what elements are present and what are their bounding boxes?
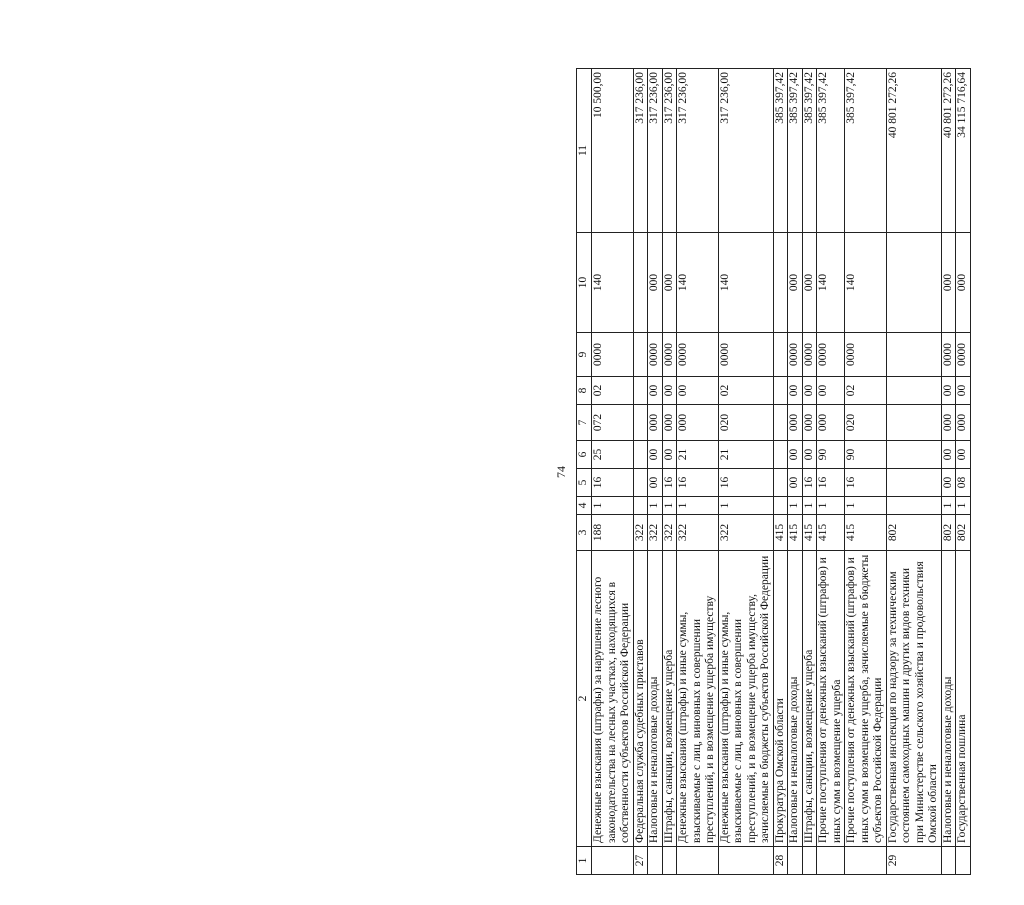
description-cell: Штрафы, санкции, возмещение ущерба bbox=[802, 551, 817, 847]
code-element-cell: 00 bbox=[648, 377, 663, 405]
row-index-cell bbox=[941, 847, 956, 875]
code-group-cell: 1 bbox=[592, 497, 634, 515]
admin-code-cell: 415 bbox=[817, 515, 845, 551]
code-economic-cell bbox=[633, 233, 648, 333]
description-cell: Государственная пошлина bbox=[956, 551, 971, 847]
table-row bbox=[788, 69, 803, 875]
amount-cell: 385 397,42 bbox=[817, 69, 845, 233]
code-subgroup-cell bbox=[886, 469, 941, 497]
row-index-cell: 28 bbox=[773, 847, 788, 875]
rotated-table-block bbox=[554, 69, 1024, 875]
code-group-cell bbox=[886, 497, 941, 515]
code-group-cell: 1 bbox=[718, 497, 773, 515]
code-article-cell: 00 bbox=[941, 441, 956, 469]
code-economic-cell: 000 bbox=[941, 233, 956, 333]
code-element-cell: 00 bbox=[956, 377, 971, 405]
code-economic-cell: 140 bbox=[718, 233, 773, 333]
description-cell: Денежные взыскания (штрафы) за нарушение лесного законодательства на лесных участках, находящихся в собственности субъектов Российской Федерации bbox=[592, 551, 634, 847]
row-index-cell bbox=[662, 847, 677, 875]
column-number: 5 bbox=[577, 469, 592, 497]
table-row bbox=[802, 69, 817, 875]
table-row bbox=[718, 69, 773, 875]
code-subgroup-cell: 16 bbox=[845, 469, 887, 497]
code-subarticle-cell bbox=[773, 405, 788, 441]
amount-cell: 317 236,00 bbox=[718, 69, 773, 233]
table-row bbox=[773, 69, 788, 875]
table-row bbox=[886, 69, 941, 875]
table-row bbox=[817, 69, 845, 875]
table-row bbox=[845, 69, 887, 875]
code-group-cell: 1 bbox=[802, 497, 817, 515]
row-index-cell bbox=[817, 847, 845, 875]
admin-code-cell: 188 bbox=[592, 515, 634, 551]
column-number: 10 bbox=[577, 233, 592, 333]
code-subarticle-cell: 020 bbox=[718, 405, 773, 441]
description-cell: Денежные взыскания (штрафы) и иные суммы, взыскиваемые с лиц, виновных в совершении преступлений, и в возмещение ущерба имуществу, зачисляемые в бюджеты субъектов Российской Федерации bbox=[718, 551, 773, 847]
code-group-cell: 1 bbox=[817, 497, 845, 515]
code-element-cell bbox=[773, 377, 788, 405]
column-number-row bbox=[577, 69, 592, 875]
code-subgroup-cell: 16 bbox=[718, 469, 773, 497]
row-index-cell bbox=[788, 847, 803, 875]
table-row bbox=[633, 69, 648, 875]
code-element-cell: 00 bbox=[788, 377, 803, 405]
admin-code-cell: 802 bbox=[956, 515, 971, 551]
code-article-cell: 90 bbox=[845, 441, 887, 469]
code-group-cell: 1 bbox=[956, 497, 971, 515]
code-article-cell bbox=[633, 441, 648, 469]
code-economic-cell: 000 bbox=[648, 233, 663, 333]
code-article-cell: 00 bbox=[956, 441, 971, 469]
column-number: 9 bbox=[577, 333, 592, 377]
code-program-cell: 0000 bbox=[677, 333, 719, 377]
admin-code-cell: 415 bbox=[845, 515, 887, 551]
column-number: 8 bbox=[577, 377, 592, 405]
code-subarticle-cell: 000 bbox=[802, 405, 817, 441]
description-cell: Налоговые и неналоговые доходы bbox=[648, 551, 663, 847]
amount-cell: 317 236,00 bbox=[648, 69, 663, 233]
admin-code-cell: 415 bbox=[773, 515, 788, 551]
code-program-cell bbox=[886, 333, 941, 377]
admin-code-cell: 322 bbox=[677, 515, 719, 551]
code-program-cell: 0000 bbox=[845, 333, 887, 377]
amount-cell: 317 236,00 bbox=[677, 69, 719, 233]
row-index-cell bbox=[802, 847, 817, 875]
description-cell: Налоговые и неналоговые доходы bbox=[941, 551, 956, 847]
code-article-cell: 21 bbox=[718, 441, 773, 469]
code-element-cell: 00 bbox=[817, 377, 845, 405]
code-program-cell: 0000 bbox=[956, 333, 971, 377]
code-subarticle-cell: 000 bbox=[648, 405, 663, 441]
code-program-cell: 0000 bbox=[718, 333, 773, 377]
code-economic-cell: 140 bbox=[817, 233, 845, 333]
code-article-cell: 90 bbox=[817, 441, 845, 469]
code-element-cell: 00 bbox=[802, 377, 817, 405]
amount-cell: 385 397,42 bbox=[788, 69, 803, 233]
table-row bbox=[662, 69, 677, 875]
admin-code-cell: 322 bbox=[718, 515, 773, 551]
column-number: 4 bbox=[577, 497, 592, 515]
code-program-cell: 0000 bbox=[802, 333, 817, 377]
code-subgroup-cell: 16 bbox=[802, 469, 817, 497]
description-cell: Прочие поступления от денежных взысканий (штрафов) и иных сумм в возмещение ущерба bbox=[817, 551, 845, 847]
code-element-cell: 02 bbox=[845, 377, 887, 405]
table-row bbox=[941, 69, 956, 875]
amount-cell: 317 236,00 bbox=[633, 69, 648, 233]
table-row bbox=[956, 69, 971, 875]
code-subgroup-cell: 16 bbox=[592, 469, 634, 497]
code-subarticle-cell: 000 bbox=[941, 405, 956, 441]
code-subgroup-cell bbox=[773, 469, 788, 497]
row-index-cell: 29 bbox=[886, 847, 941, 875]
admin-code-cell: 802 bbox=[941, 515, 956, 551]
code-group-cell bbox=[773, 497, 788, 515]
admin-code-cell: 802 bbox=[886, 515, 941, 551]
row-index-cell bbox=[592, 847, 634, 875]
admin-code-cell: 322 bbox=[633, 515, 648, 551]
code-article-cell: 25 bbox=[592, 441, 634, 469]
description-cell: Налоговые и неналоговые доходы bbox=[788, 551, 803, 847]
code-economic-cell: 000 bbox=[956, 233, 971, 333]
admin-code-cell: 322 bbox=[648, 515, 663, 551]
code-element-cell bbox=[886, 377, 941, 405]
row-index-cell bbox=[677, 847, 719, 875]
code-article-cell bbox=[773, 441, 788, 469]
code-program-cell bbox=[773, 333, 788, 377]
admin-code-cell: 415 bbox=[788, 515, 803, 551]
column-number: 6 bbox=[577, 441, 592, 469]
code-subgroup-cell: 00 bbox=[941, 469, 956, 497]
column-number: 1 bbox=[577, 847, 592, 875]
description-cell: Прокуратура Омской области bbox=[773, 551, 788, 847]
code-subarticle-cell: 000 bbox=[956, 405, 971, 441]
code-subgroup-cell: 00 bbox=[648, 469, 663, 497]
code-program-cell bbox=[633, 333, 648, 377]
code-subarticle-cell: 020 bbox=[845, 405, 887, 441]
row-index-cell bbox=[956, 847, 971, 875]
table-row bbox=[677, 69, 719, 875]
admin-code-cell: 322 bbox=[662, 515, 677, 551]
code-subgroup-cell: 16 bbox=[817, 469, 845, 497]
code-program-cell: 0000 bbox=[788, 333, 803, 377]
code-group-cell: 1 bbox=[648, 497, 663, 515]
row-index-cell: 27 bbox=[633, 847, 648, 875]
code-element-cell bbox=[633, 377, 648, 405]
code-program-cell: 0000 bbox=[941, 333, 956, 377]
code-program-cell: 0000 bbox=[648, 333, 663, 377]
code-element-cell: 02 bbox=[592, 377, 634, 405]
code-element-cell: 00 bbox=[941, 377, 956, 405]
code-economic-cell: 000 bbox=[788, 233, 803, 333]
description-cell: Прочие поступления от денежных взысканий (штрафов) и иных сумм в возмещение ущерба, зачисляемые в бюджеты субъектов Российской Федерации bbox=[845, 551, 887, 847]
code-subarticle-cell bbox=[633, 405, 648, 441]
code-element-cell: 00 bbox=[677, 377, 719, 405]
column-number: 7 bbox=[577, 405, 592, 441]
code-article-cell bbox=[886, 441, 941, 469]
code-subarticle-cell bbox=[886, 405, 941, 441]
code-article-cell: 00 bbox=[788, 441, 803, 469]
code-subarticle-cell: 000 bbox=[662, 405, 677, 441]
code-economic-cell: 000 bbox=[662, 233, 677, 333]
code-article-cell: 00 bbox=[648, 441, 663, 469]
row-index-cell bbox=[718, 847, 773, 875]
code-economic-cell: 140 bbox=[845, 233, 887, 333]
description-cell: Денежные взыскания (штрафы) и иные суммы, взыскиваемые с лиц, виновных в совершении преступлений, и в возмещение ущерба имуществу bbox=[677, 551, 719, 847]
row-index-cell bbox=[845, 847, 887, 875]
code-subgroup-cell bbox=[633, 469, 648, 497]
description-cell: Штрафы, санкции, возмещение ущерба bbox=[662, 551, 677, 847]
code-subarticle-cell: 000 bbox=[677, 405, 719, 441]
description-cell: Государственная инспекция по надзору за техническим состоянием самоходных машин и других видов техники при Министерстве сельского хозяйства и продовольствия Омской области bbox=[886, 551, 941, 847]
row-index-cell bbox=[648, 847, 663, 875]
amount-cell: 385 397,42 bbox=[773, 69, 788, 233]
amount-cell: 317 236,00 bbox=[662, 69, 677, 233]
column-number: 11 bbox=[577, 69, 592, 233]
admin-code-cell: 415 bbox=[802, 515, 817, 551]
amount-cell: 10 500,00 bbox=[592, 69, 634, 233]
amount-cell: 385 397,42 bbox=[802, 69, 817, 233]
code-subgroup-cell: 08 bbox=[956, 469, 971, 497]
code-group-cell: 1 bbox=[941, 497, 956, 515]
revenue-table bbox=[576, 68, 971, 875]
description-cell: Федеральная служба судебных приставов bbox=[633, 551, 648, 847]
column-number: 3 bbox=[577, 515, 592, 551]
code-group-cell: 1 bbox=[662, 497, 677, 515]
code-program-cell: 0000 bbox=[817, 333, 845, 377]
table-row bbox=[648, 69, 663, 875]
table-row bbox=[592, 69, 634, 875]
amount-cell: 40 801 272,26 bbox=[941, 69, 956, 233]
code-program-cell: 0000 bbox=[592, 333, 634, 377]
code-subgroup-cell: 00 bbox=[788, 469, 803, 497]
amount-cell: 385 397,42 bbox=[845, 69, 887, 233]
code-subarticle-cell: 000 bbox=[817, 405, 845, 441]
code-element-cell: 00 bbox=[662, 377, 677, 405]
amount-cell: 40 801 272,26 bbox=[886, 69, 941, 233]
code-subarticle-cell: 072 bbox=[592, 405, 634, 441]
code-economic-cell bbox=[773, 233, 788, 333]
code-economic-cell: 140 bbox=[677, 233, 719, 333]
code-economic-cell bbox=[886, 233, 941, 333]
code-article-cell: 00 bbox=[802, 441, 817, 469]
code-group-cell: 1 bbox=[677, 497, 719, 515]
code-article-cell: 00 bbox=[662, 441, 677, 469]
column-number: 2 bbox=[577, 551, 592, 847]
code-program-cell: 0000 bbox=[662, 333, 677, 377]
code-group-cell bbox=[633, 497, 648, 515]
code-subarticle-cell: 000 bbox=[788, 405, 803, 441]
amount-cell: 34 115 716,64 bbox=[956, 69, 971, 233]
code-economic-cell: 000 bbox=[802, 233, 817, 333]
code-group-cell: 1 bbox=[845, 497, 887, 515]
code-subgroup-cell: 16 bbox=[662, 469, 677, 497]
code-subgroup-cell: 16 bbox=[677, 469, 719, 497]
code-element-cell: 02 bbox=[718, 377, 773, 405]
code-group-cell: 1 bbox=[788, 497, 803, 515]
code-economic-cell: 140 bbox=[592, 233, 634, 333]
page-number: 74 bbox=[554, 466, 568, 478]
code-article-cell: 21 bbox=[677, 441, 719, 469]
